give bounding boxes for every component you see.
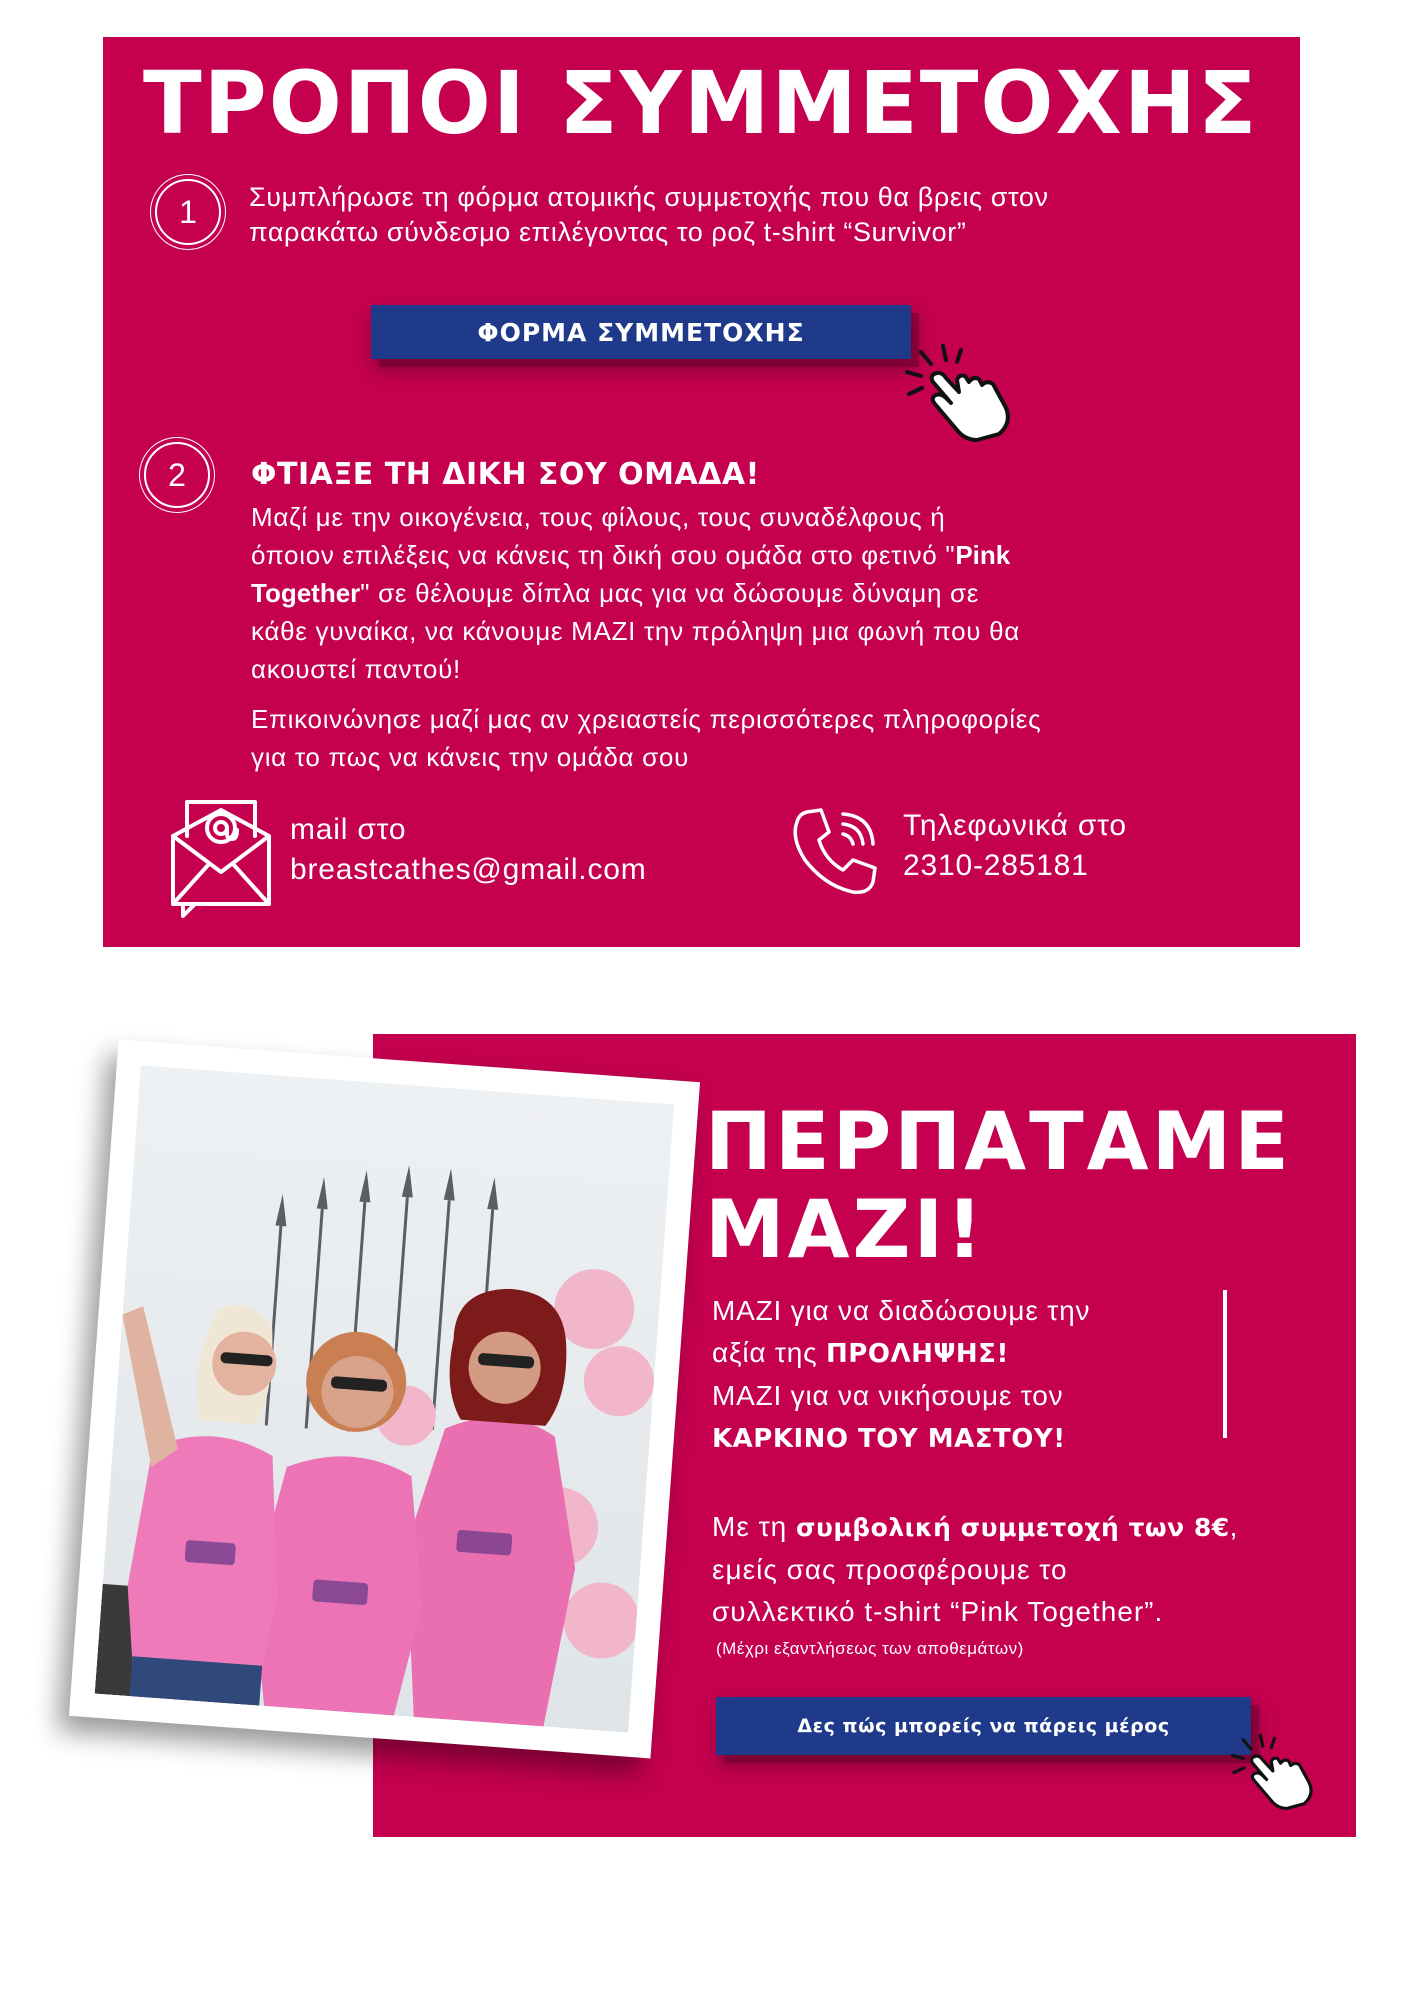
participation-form-button-label: ΦΟΡΜΑ ΣΥΜΜΕΤΟΧΗΣ xyxy=(477,317,805,347)
step-1-line-2: παρακάτω σύνδεσμο επιλέγοντας το ροζ t-shirt “Survivor” xyxy=(249,217,967,247)
offer-line-1 xyxy=(712,1506,1238,1549)
step-1-badge xyxy=(155,179,221,245)
step-2-line-3-text: " σε θέλουμε δίπλα μας για να δώσουμε δύναμη σε xyxy=(360,578,980,608)
mazi-line-2-text: αξία της xyxy=(712,1337,827,1368)
mazi-line-4 xyxy=(712,1417,1090,1460)
participation-title: ΤΡΟΠΟΙ ΣΥΜΜΕΤΟΧΗΣ xyxy=(143,54,1259,154)
step-1-line-1: Συμπλήρωσε τη φόρμα ατομικής συμμετοχής που θα βρεις στον xyxy=(249,182,1049,212)
phone-icon xyxy=(791,804,883,898)
walk-title-line-1: ΠΕΡΠΑΤΑΜΕ xyxy=(705,1095,1292,1188)
step-2-line-5: ακουστεί παντού! xyxy=(251,654,461,684)
take-part-button[interactable] xyxy=(716,1697,1251,1755)
step-2-line-1: Μαζί με την οικογένεια, τους φίλους, τους συναδέλφους ή xyxy=(251,502,946,532)
step-2-badge xyxy=(144,442,210,508)
participation-form-button[interactable] xyxy=(371,305,911,359)
mail-address-link[interactable]: breastcathes@gmail.com xyxy=(290,853,647,886)
step-2-line-7: για το πως να κάνεις την ομάδα σου xyxy=(251,742,690,772)
pointing-hand-icon xyxy=(899,342,1027,442)
step-2-line-3 xyxy=(251,574,1231,612)
step-2-heading: ΦΤΙΑΞΕ ΤΗ ΔΙΚΗ ΣΟΥ ΟΜΑΔΑ! xyxy=(251,457,760,492)
walk-title xyxy=(705,1095,1292,1276)
vertical-divider xyxy=(1223,1290,1227,1438)
phone-contact xyxy=(903,806,1127,886)
walk-photo xyxy=(95,1065,675,1732)
step-2-line-2 xyxy=(251,536,1231,574)
mail-label: mail στο xyxy=(290,813,407,846)
mail-contact xyxy=(290,810,647,890)
mazi-text xyxy=(712,1290,1090,1460)
step-2-line-6: Επικοινώνησε μαζί μας αν χρειαστείς περισσότερες πληροφορίες xyxy=(251,704,1042,734)
offer-line-2: εμείς σας προσφέρουμε το xyxy=(712,1554,1068,1585)
walk-title-line-2: ΜΑΖΙ! xyxy=(705,1183,986,1276)
take-part-button-label: Δες πώς μπορείς να πάρεις μέρος xyxy=(797,1715,1170,1737)
offer-line-1-text: Με τη xyxy=(712,1511,796,1542)
step-2-body xyxy=(251,498,1231,776)
step-2-line-4: κάθε γυναίκα, να κάνουμε ΜΑΖΙ την πρόληψη μια φωνή που θα xyxy=(251,616,1020,646)
step-1-text xyxy=(249,180,1049,250)
photo-frame xyxy=(69,1040,700,1759)
mail-icon xyxy=(169,792,273,918)
step-2-pink-bold: Pink xyxy=(955,540,1011,570)
offer-text xyxy=(712,1506,1238,1633)
offer-line-1-end: , xyxy=(1229,1511,1239,1542)
participation-card xyxy=(103,37,1300,947)
step-2-number: 2 xyxy=(168,456,186,493)
pointing-hand-icon-2 xyxy=(1226,1732,1326,1810)
mazi-line-2 xyxy=(712,1332,1090,1375)
phone-label: Τηλεφωνικά στο xyxy=(903,809,1127,842)
offer-fee-bold: συμβολική συμμετοχή των 8€ xyxy=(796,1513,1230,1542)
mazi-cancer-bold: ΚΑΡΚΙΝΟ ΤΟΥ ΜΑΣΤΟΥ! xyxy=(712,1424,1066,1454)
mazi-line-1: ΜΑΖΙ για να διαδώσουμε την xyxy=(712,1295,1091,1326)
step-1-number: 1 xyxy=(179,193,197,230)
step-2-line-2-text: όποιον επιλέξεις να κάνεις τη δική σου ομάδα στο φετινό " xyxy=(251,540,956,570)
offer-line-3: συλλεκτικό t-shirt “Pink Together”. xyxy=(712,1596,1164,1627)
mazi-prevention-bold: ΠΡΟΛΗΨΗΣ! xyxy=(826,1339,1009,1369)
stock-note: (Μέχρι εξαντλήσεως των αποθεμάτων) xyxy=(716,1639,1024,1658)
women-in-pink-photo xyxy=(95,1065,675,1732)
phone-number-link[interactable]: 2310-285181 xyxy=(903,849,1089,882)
step-2-together-bold: Together xyxy=(251,578,361,608)
mazi-line-3: ΜΑΖΙ για να νικήσουμε τον xyxy=(712,1380,1064,1411)
